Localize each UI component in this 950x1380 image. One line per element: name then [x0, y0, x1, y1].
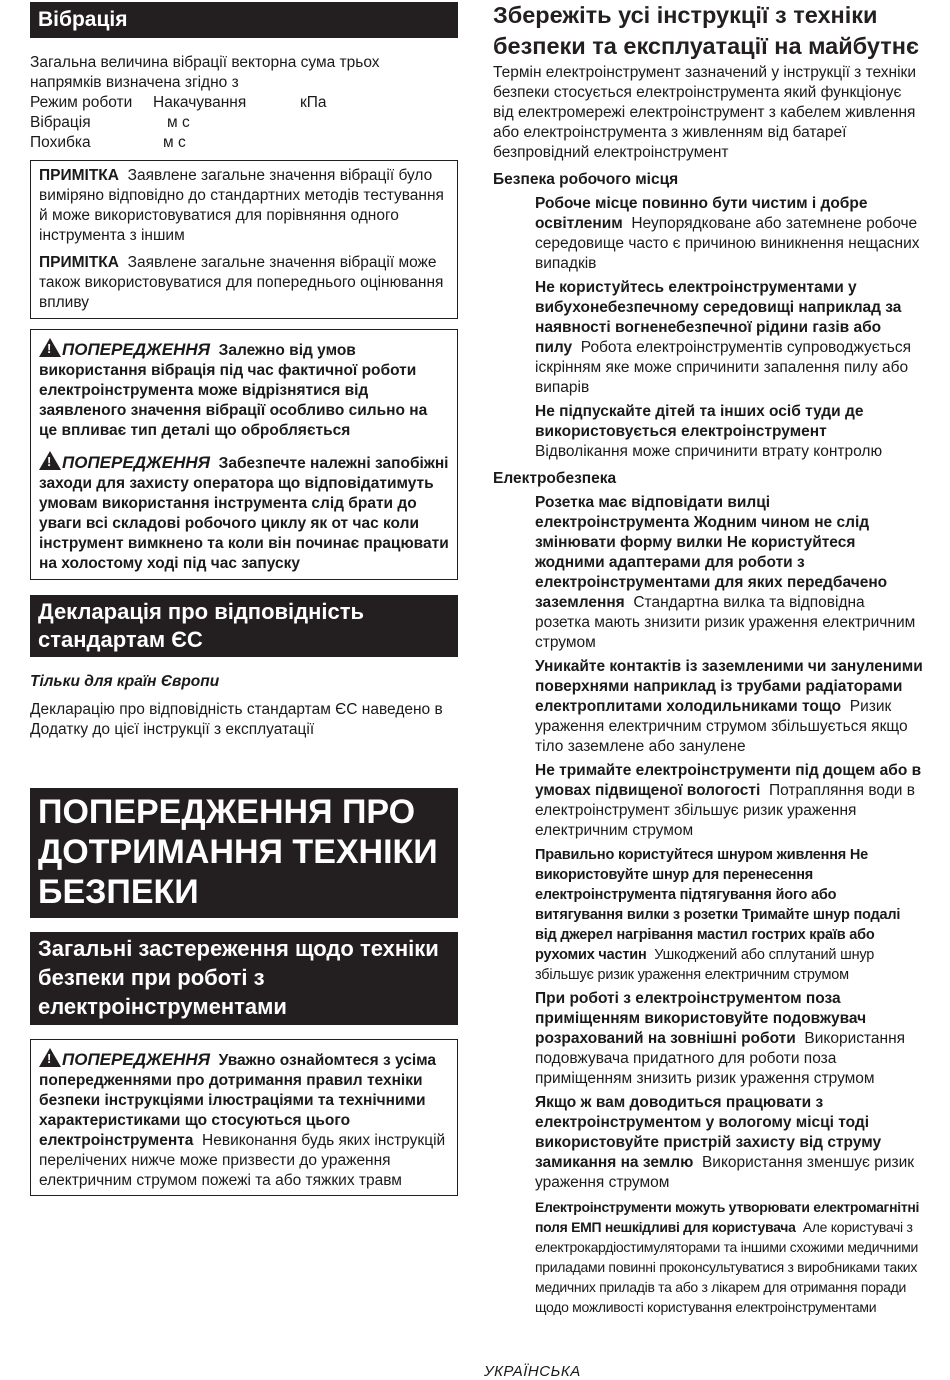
- warning-triangle-icon: [39, 451, 61, 470]
- workplace-item-3-text: Відволікання може спричинити втрату контролю: [535, 443, 883, 460]
- uncertainty-label: Похибка: [30, 134, 91, 151]
- note-1-label: ПРИМІТКА: [39, 167, 119, 184]
- warning-3-bold: Уважно ознайомтеся з усіма попередженнями про дотримання правил техніки безпеки інструкціями ілюстраціями та технічними характеристиками що стосуються цього електроінструмента: [39, 1052, 437, 1149]
- electric-item-1-bold: Розетка має відповідати вилці електроінструмента Жодним чином не слід змінювати форму вилки Не користуйтеся жодними адаптерами для роботи з електроінструментами для яких передбачено заземлення: [535, 494, 888, 611]
- electric-item-5-bold: При роботі з електроінструментом поза приміщенням використовуйте подовжувач розрахований на зовнішні роботи: [535, 990, 867, 1047]
- electric-item-7-bold: Електроінструменти можуть утворювати електромагнітні поля ЕМП нешкідливі для користувача: [535, 1199, 920, 1235]
- term-definition: Термін електроінструмент зазначений у інструкції з техніки безпеки стосується електроінструмента який функціонує від електромережі електроінструмент з кабелем живлення або електроінструмента з живленням від батареї безпровідний електроінструмент: [493, 64, 916, 161]
- warning-box-general: [30, 1039, 458, 1196]
- electric-item-6-text: Використання зменшує ризик ураження струмом: [535, 1154, 915, 1191]
- warning-1-text: Залежно від умов використання вібрація під час фактичної роботи електроінструмента може відрізнятися від заявленого значення вібрації особливо сильно на це впливає тип деталі що обробляється: [39, 342, 428, 439]
- safety-warnings-heading: ПОПЕРЕДЖЕННЯ ПРО ДОТРИМАННЯ ТЕХНІКИ БЕЗПЕКИ: [30, 788, 458, 918]
- general-safety-heading: Загальні застереження щодо техніки безпеки при роботі з електроінструментами: [30, 932, 458, 1025]
- electric-item-1: [535, 493, 923, 653]
- mode-unit: кПа: [300, 94, 327, 111]
- vibration-label: Вібрація: [30, 114, 91, 131]
- electric-item-4-text: Ушкоджений або сплутаний шнур збільшує ризик ураження електричним струмом: [535, 947, 875, 983]
- electric-item-5-text: Використання подовжувача придатного для роботи поза приміщенням знизить ризик ураження струмом: [535, 1030, 906, 1087]
- left-column: [30, 0, 458, 1196]
- vibration-section: [30, 53, 458, 153]
- workplace-safety-heading: Безпека робочого місця: [493, 171, 679, 188]
- warning-2-label: ПОПЕРЕДЖЕННЯ: [62, 453, 211, 472]
- electric-item-5: [535, 989, 923, 1089]
- note-2-text: Заявлене загальне значення вібрації може також використовуватися для попереднього оцінювання впливу: [39, 254, 444, 311]
- electric-item-2-text: Ризик ураження електричним струмом збільшується якщо тіло заземлене або занулене: [535, 698, 908, 755]
- language-footer: УКРАЇНСЬКА: [484, 1363, 581, 1380]
- workplace-item-3: [535, 402, 923, 462]
- electric-item-7-text: Але користувачі з електрокардіостимуляторами та іншими схожими медичними приладами повинні проконсультуватися з виробниками таких медичних приладів та або з лікарем для отримання поради щодо можливості користування електроінструментами: [535, 1219, 919, 1315]
- mode-row: [30, 93, 458, 113]
- workplace-item-1-text: Неупорядковане або затемнене робоче середовище часто є причиною виникнення нещасних випадків: [535, 215, 920, 272]
- warning-1-label: ПОПЕРЕДЖЕННЯ: [62, 340, 211, 359]
- electric-item-1-text: Стандартна вилка та відповідна розетка мають знизити ризик ураження електричним струмом: [535, 594, 916, 651]
- right-column: [493, 0, 923, 1317]
- ec-only-europe: Тільки для країн Європи: [30, 673, 220, 690]
- electric-item-6: [535, 1093, 923, 1193]
- electric-item-3: [535, 761, 923, 841]
- vibration-row: [30, 113, 458, 133]
- electric-item-4-bold: Правильно користуйтеся шнуром живлення Не використовуйте шнур для перенесення електроінструмента підтягування його або витягування вилки з розетки Тримайте шнур подалі від джерел нагрівання мастил гострих країв або рухомих частин: [535, 847, 901, 963]
- warning-3-text: Невиконання будь яких інструкцій перелічених нижче може призвести до ураження електричним струмом пожежі та або тяжких травм: [39, 1132, 446, 1189]
- workplace-item-3-bold: Не підпускайте дітей та інших осіб туди де використовується електроінструмент: [535, 403, 864, 440]
- workplace-item-2-bold: Не користуйтесь електроінструментами у вибухонебезпечному середовищі наприклад за наявності вогненебезпечної рідини газів або пилу: [535, 279, 902, 356]
- electric-item-2: [535, 657, 923, 757]
- uncertainty-unit: м с: [163, 134, 186, 151]
- warning-3-label: ПОПЕРЕДЖЕННЯ: [62, 1050, 211, 1069]
- vibration-intro: Загальна величина вібрації векторна сума трьох напрямків визначена згідно з: [30, 54, 380, 91]
- workplace-item-1: [535, 194, 923, 274]
- save-instructions-title: Збережіть усі інструкції з техніки безпеки та експлуатації на майбутнє: [493, 2, 919, 59]
- electric-item-3-text: Потрапляння води в електроінструмент збільшує ризик ураження електричним струмом: [535, 782, 915, 839]
- electrical-safety-heading: Електробезпека: [493, 470, 617, 487]
- workplace-item-2: [535, 278, 923, 398]
- mode-value: Накачування: [153, 94, 247, 111]
- note-1: [39, 166, 449, 246]
- warning-box-vibration: [30, 329, 458, 580]
- warning-triangle-icon: [39, 1048, 61, 1067]
- warning-1: [39, 338, 449, 441]
- note-box: [30, 160, 458, 319]
- warning-3: [39, 1048, 449, 1191]
- electric-item-3-bold: Не тримайте електроінструменти під дощем або в умовах підвищеної вологості: [535, 762, 922, 799]
- electric-item-4: [535, 845, 923, 985]
- note-1-text: Заявлене загальне значення вібрації було виміряно відповідно до стандартних методів тестування й може використовуватися для порівняння одного інструмента з іншим: [39, 167, 444, 244]
- warning-2-text: Забезпечте належні запобіжні заходи для захисту оператора що відповідатимуть умовам використання інструмента слід брати до уваги всі складові робочого циклу як от час коли інструмент вимкнено та коли він починає працювати на холостому ході під час запуску: [39, 455, 449, 572]
- workplace-item-2-text: Робота електроінструментів супроводжується іскрінням яке може спричинити запалення пилу або випарів: [535, 339, 911, 396]
- workplace-item-1-bold: Робоче місце повинно бути чистим і добре освітленим: [535, 195, 868, 232]
- vibration-unit: м с: [167, 114, 190, 131]
- warning-2: [39, 451, 449, 574]
- electric-item-7: [535, 1197, 923, 1317]
- electric-item-2-bold: Уникайте контактів із заземленими чи зануленими поверхнями наприклад із трубами радіаторами електроплитами холодильниками тощо: [535, 658, 923, 715]
- note-2: [39, 253, 449, 313]
- warning-triangle-icon: [39, 338, 61, 357]
- uncertainty-row: [30, 133, 458, 153]
- ec-declaration-heading: Декларація про відповідність стандартам ЄС: [30, 595, 458, 657]
- ec-declaration-text: Декларацію про відповідність стандартам ЄС наведено в Додатку до цієї інструкції з експлуатації: [30, 701, 443, 738]
- vibration-heading: Вібрація: [30, 2, 458, 38]
- note-2-label: ПРИМІТКА: [39, 254, 119, 271]
- mode-label: Режим роботи: [30, 94, 133, 111]
- electric-item-6-bold: Якщо ж вам доводиться працювати з електроінструментом у вологому місці тоді використовуйте пристрій захисту від струму замикання на землю: [535, 1094, 882, 1171]
